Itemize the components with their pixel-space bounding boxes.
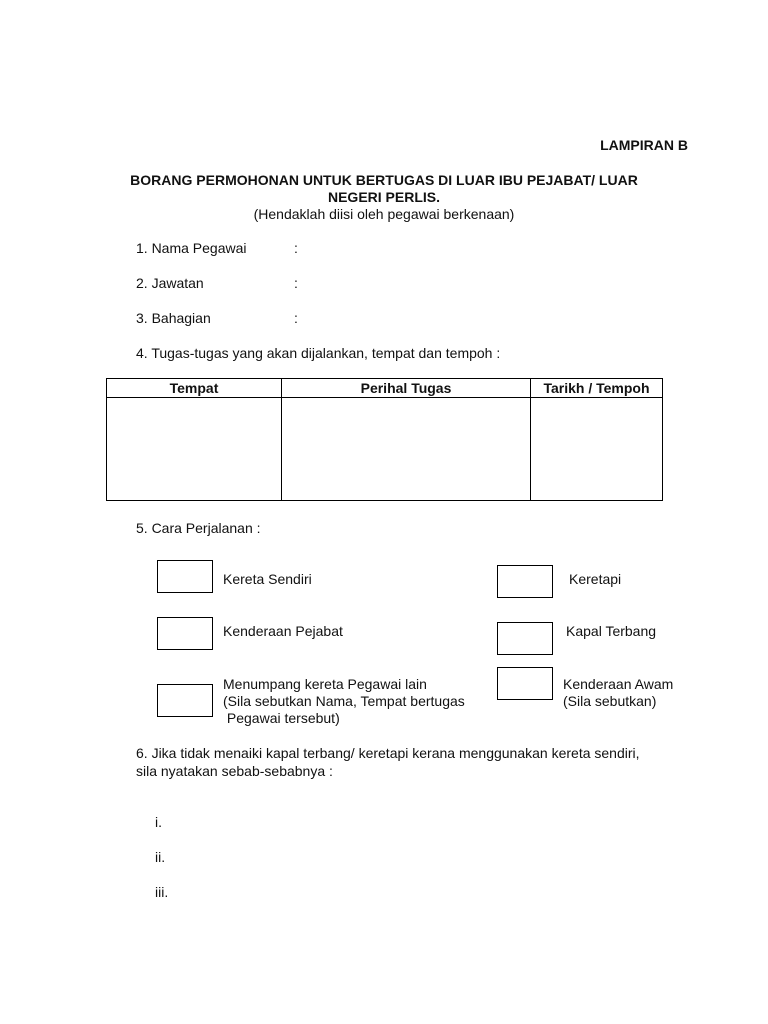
option-keretapi-label: Keretapi xyxy=(569,571,622,587)
field-bahagian-colon: : xyxy=(294,310,298,326)
lampiran-label: LAMPIRAN B xyxy=(600,137,688,153)
field-nama-pegawai-label: 1. Nama Pegawai xyxy=(136,240,247,256)
form-title-line2: NEGERI PERLIS. xyxy=(327,189,441,205)
tugas-table xyxy=(106,378,663,501)
option-menumpang-line2: (Sila sebutkan Nama, Tempat bertugas xyxy=(223,693,465,709)
form-title-line1: BORANG PERMOHONAN UNTUK BERTUGAS DI LUAR IBU PEJABAT/ LUAR xyxy=(130,172,638,188)
table-row xyxy=(107,398,663,501)
section6-line1: 6. Jika tidak menaiki kapal terbang/ keretapi kerana menggunakan kereta sendiri, xyxy=(136,745,640,761)
option-menumpang-line3: Pegawai tersebut) xyxy=(223,710,340,726)
cell-perihal-tugas[interactable] xyxy=(282,398,531,501)
list-item-iii: iii. xyxy=(155,884,169,900)
checkbox-kapal-terbang[interactable] xyxy=(497,622,553,655)
field-jawatan-label: 2. Jawatan xyxy=(136,275,204,291)
column-header-tarikh-tempoh: Tarikh / Tempoh xyxy=(531,379,663,398)
field-bahagian-label: 3. Bahagian xyxy=(136,310,211,326)
checkbox-kereta-sendiri[interactable] xyxy=(157,560,213,593)
checkbox-kenderaan-awam[interactable] xyxy=(497,667,553,700)
option-kapal-terbang-label: Kapal Terbang xyxy=(566,623,657,639)
form-title xyxy=(0,172,768,206)
section6-line2: sila nyatakan sebab-sebabnya : xyxy=(136,763,333,779)
column-header-perihal-tugas: Perihal Tugas xyxy=(282,379,531,398)
option-kenderaan-pejabat-label: Kenderaan Pejabat xyxy=(223,623,343,639)
checkbox-kenderaan-pejabat[interactable] xyxy=(157,617,213,650)
option-menumpang-line1: Menumpang kereta Pegawai lain xyxy=(223,676,427,692)
option-kenderaan-awam-line2: (Sila sebutkan) xyxy=(563,693,657,709)
section4-label: 4. Tugas-tugas yang akan dijalankan, tempat dan tempoh : xyxy=(136,345,501,361)
checkbox-keretapi[interactable] xyxy=(497,565,553,598)
option-kenderaan-awam-line1: Kenderaan Awam xyxy=(563,676,674,692)
field-nama-pegawai-colon: : xyxy=(294,240,298,256)
checkbox-menumpang[interactable] xyxy=(157,684,213,717)
cell-tempat[interactable] xyxy=(107,398,282,501)
column-header-tempat: Tempat xyxy=(107,379,282,398)
list-item-ii: ii. xyxy=(155,849,166,865)
cell-tarikh-tempoh[interactable] xyxy=(531,398,663,501)
section5-label: 5. Cara Perjalanan : xyxy=(136,520,261,536)
form-subtitle: (Hendaklah diisi oleh pegawai berkenaan) xyxy=(253,206,515,222)
option-kereta-sendiri-label: Kereta Sendiri xyxy=(223,571,312,587)
list-item-i: i. xyxy=(155,814,162,830)
field-jawatan-colon: : xyxy=(294,275,298,291)
